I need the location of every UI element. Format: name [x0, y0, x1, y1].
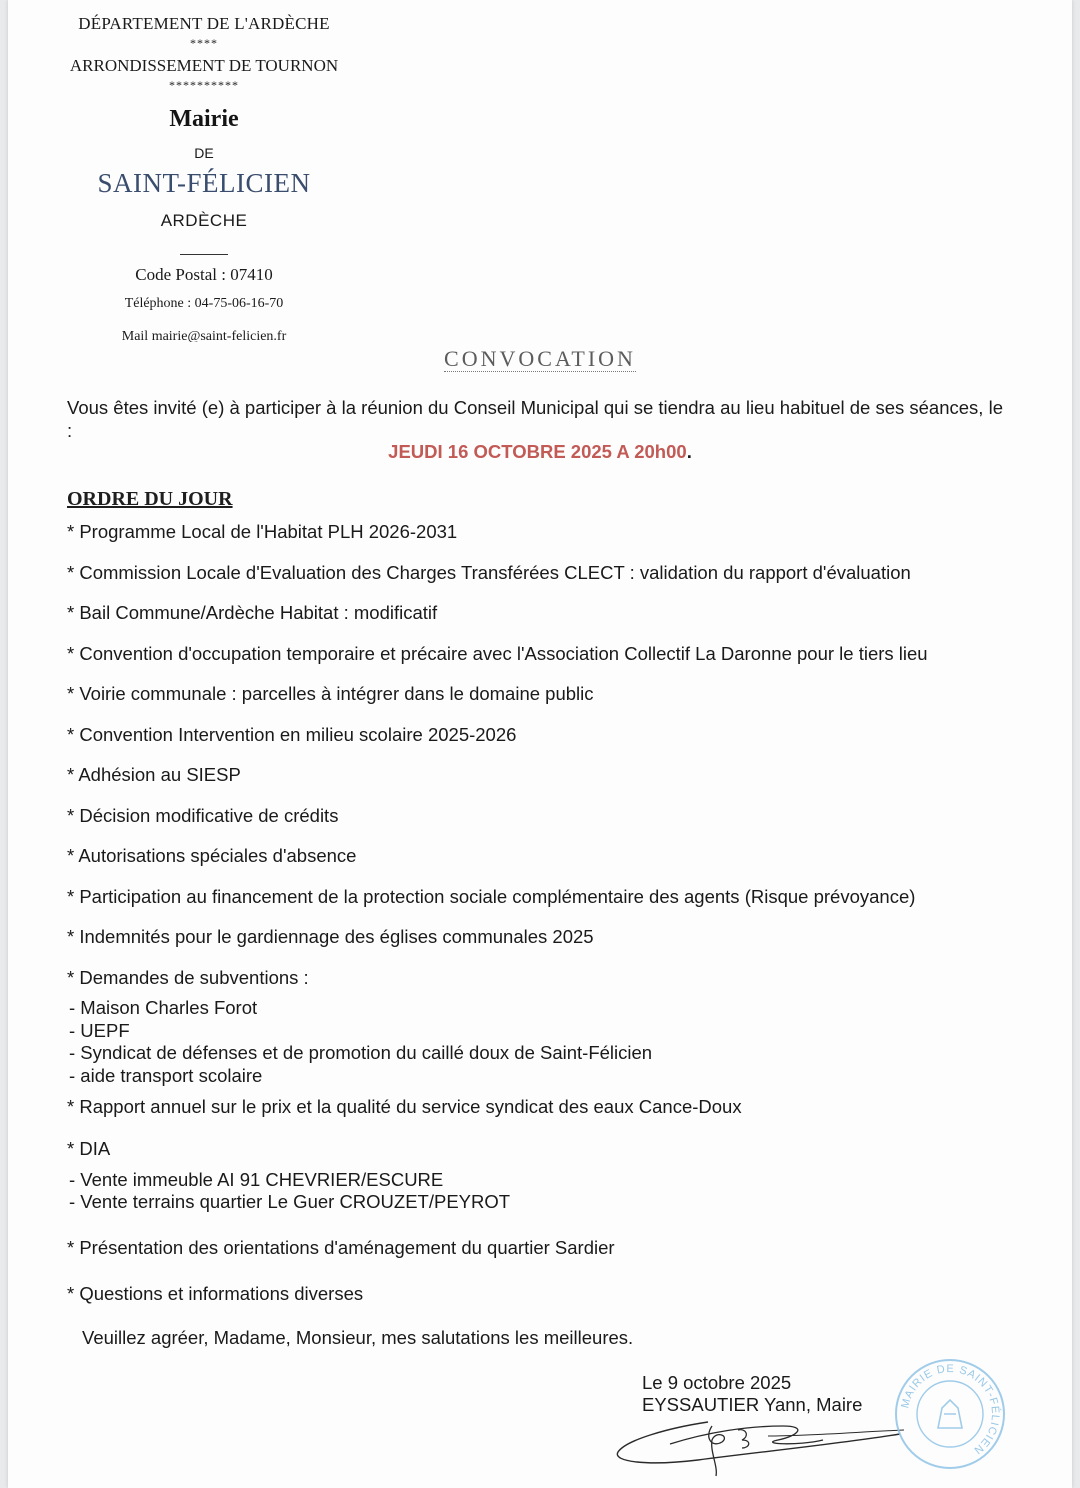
signatory-name: EYSSAUTIER Yann, Maire	[642, 1394, 863, 1415]
de-label: DE	[194, 145, 214, 161]
agenda-item: * Décision modificative de crédits	[67, 805, 339, 826]
agenda-item: * DIA	[67, 1138, 111, 1159]
agenda-item: * Convention d'occupation temporaire et précaire avec l'Association Collectif La Daronne pour le tiers lieu	[67, 643, 928, 664]
department-line: DÉPARTEMENT DE L'ARDÈCHE	[78, 14, 330, 33]
subvention-item: - aide transport scolaire	[69, 1065, 263, 1086]
dia-item: - Vente terrains quartier Le Guer CROUZET/PEYROT	[69, 1191, 511, 1212]
dia-item: - Vente immeuble AI 91 CHEVRIER/ESCURE	[69, 1169, 444, 1190]
agenda-item: * Bail Commune/Ardèche Habitat : modificatif	[67, 602, 438, 623]
agenda-item: * Adhésion au SIESP	[67, 764, 241, 785]
svg-text:MAIRIE DE SAINT-FÉLICIEN	[899, 1363, 1002, 1457]
subvention-item: - UEPF	[69, 1020, 130, 1041]
header-divider	[180, 254, 228, 255]
arrondissement-line: ARRONDISSEMENT DE TOURNON	[69, 56, 339, 75]
email-address: Mail mairie@saint-felicien.fr	[121, 329, 287, 342]
meeting-date: JEUDI 16 OCTOBRE 2025 A 20h00.	[388, 441, 692, 462]
agenda-item: * Programme Local de l'Habitat PLH 2026-2031	[67, 521, 458, 542]
postal-code: Code Postal : 07410	[135, 265, 273, 284]
agenda-item: * Questions et informations diverses	[67, 1283, 364, 1304]
phone-number: Téléphone : 04-75-06-16-70	[124, 296, 284, 311]
agenda-item: * Demandes de subventions :	[67, 967, 309, 988]
town-hall-stamp	[892, 1356, 1008, 1472]
region-label: ARDÈCHE	[160, 211, 248, 230]
signature-date: Le 9 octobre 2025	[642, 1372, 792, 1393]
town-name: SAINT-FÉLICIEN	[97, 168, 311, 198]
agenda-item: * Autorisations spéciales d'absence	[67, 845, 357, 866]
agenda-item: * Participation au financement de la protection sociale complémentaire des agents (Risque prévoyance)	[67, 886, 916, 907]
intro-paragraph: Vous êtes invité (e) à participer à la réunion du Conseil Municipal qui se tiendra au lieu habituel de ses séances, le :	[67, 397, 1003, 441]
agenda-item: * Commission Locale d'Evaluation des Charges Transférées CLECT : validation du rapport d'évaluation	[67, 562, 911, 583]
agenda-title: ORDRE DU JOUR	[67, 488, 233, 510]
handwritten-signature	[608, 1400, 908, 1480]
agenda-item: * Présentation des orientations d'aménagement du quartier Sardier	[67, 1237, 615, 1258]
agenda-item: * Rapport annuel sur le prix et la qualité du service syndicat des eaux Cance-Doux	[67, 1096, 742, 1117]
agenda-item: * Convention Intervention en milieu scolaire 2025-2026	[67, 724, 517, 745]
convocation-letter	[8, 0, 1072, 1488]
closing-salutation: Veuillez agréer, Madame, Monsieur, mes salutations les meilleures.	[82, 1327, 634, 1348]
subvention-item: - Maison Charles Forot	[69, 997, 258, 1018]
agenda-item: * Indemnités pour le gardiennage des églises communales 2025	[67, 926, 594, 947]
mairie-label: Mairie	[169, 106, 239, 132]
document-title: CONVOCATION	[444, 346, 636, 371]
agenda-item: * Voirie communale : parcelles à intégrer dans le domaine public	[67, 683, 594, 704]
separator-stars: ****	[190, 36, 218, 50]
separator-stars: **********	[169, 78, 239, 92]
subvention-item: - Syndicat de défenses et de promotion du caillé doux de Saint-Félicien	[69, 1042, 653, 1063]
stamp-text: MAIRIE DE SAINT-FÉLICIEN	[899, 1362, 1002, 1457]
